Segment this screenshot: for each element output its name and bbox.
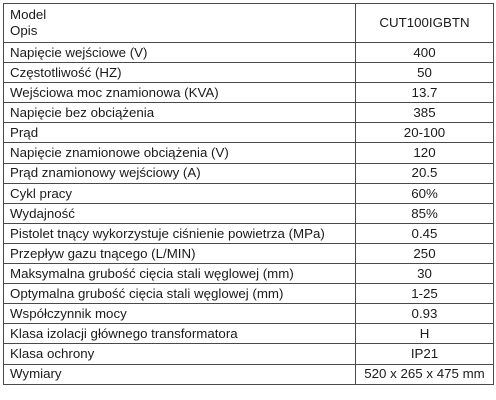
row-label: Pistolet tnący wykorzystuje ciśnienie powietrza (MPa) [4, 223, 356, 243]
header-description-label: Opis [10, 23, 38, 38]
row-value: 20.5 [356, 163, 494, 183]
table-header-row [4, 4, 494, 43]
row-label: Napięcie bez obciążenia [4, 103, 356, 123]
table-row [4, 143, 494, 163]
row-label: Klasa izolacji głównego transformatora [4, 324, 356, 344]
table-row [4, 264, 494, 284]
row-label: Wejściowa moc znamionowa (KVA) [4, 83, 356, 103]
row-label: Wydajność [4, 203, 356, 223]
row-value: IP21 [356, 344, 494, 364]
row-value: 120 [356, 143, 494, 163]
table-row [4, 183, 494, 203]
row-label: Wymiary [4, 364, 356, 384]
row-label: Współczynnik mocy [4, 304, 356, 324]
table-row [4, 123, 494, 143]
row-label: Prąd [4, 123, 356, 143]
row-value: 385 [356, 103, 494, 123]
table-row [4, 344, 494, 364]
header-model-value: CUT100IGBTN [356, 4, 494, 43]
row-value: H [356, 324, 494, 344]
row-label: Częstotliwość (HZ) [4, 63, 356, 83]
table-row [4, 243, 494, 263]
row-label: Przepływ gazu tnącego (L/MIN) [4, 243, 356, 263]
row-value: 60% [356, 183, 494, 203]
row-label: Napięcie znamionowe obciążenia (V) [4, 143, 356, 163]
row-value: 400 [356, 43, 494, 63]
row-value: 1-25 [356, 284, 494, 304]
table-row [4, 83, 494, 103]
row-label: Prąd znamionowy wejściowy (A) [4, 163, 356, 183]
row-value: 85% [356, 203, 494, 223]
row-label: Maksymalna grubość cięcia stali węglowej (mm) [4, 264, 356, 284]
row-value: 20-100 [356, 123, 494, 143]
row-value: 13.7 [356, 83, 494, 103]
row-value: 250 [356, 243, 494, 263]
row-value: 520 x 265 x 475 mm [356, 364, 494, 384]
table-row [4, 163, 494, 183]
row-label: Klasa ochrony [4, 344, 356, 364]
header-model-label: Model [10, 7, 47, 22]
row-value: 0.45 [356, 223, 494, 243]
table-row [4, 223, 494, 243]
row-label: Napięcie wejściowe (V) [4, 43, 356, 63]
table-row [4, 103, 494, 123]
row-value: 50 [356, 63, 494, 83]
table-row [4, 284, 494, 304]
table-row [4, 43, 494, 63]
table-row [4, 203, 494, 223]
spec-table [3, 3, 494, 385]
table-row [4, 324, 494, 344]
table-row [4, 63, 494, 83]
header-label-cell [4, 4, 356, 43]
table-row [4, 304, 494, 324]
row-label: Cykl pracy [4, 183, 356, 203]
row-label: Optymalna grubość cięcia stali węglowej (mm) [4, 284, 356, 304]
table-row [4, 364, 494, 384]
row-value: 30 [356, 264, 494, 284]
row-value: 0.93 [356, 304, 494, 324]
